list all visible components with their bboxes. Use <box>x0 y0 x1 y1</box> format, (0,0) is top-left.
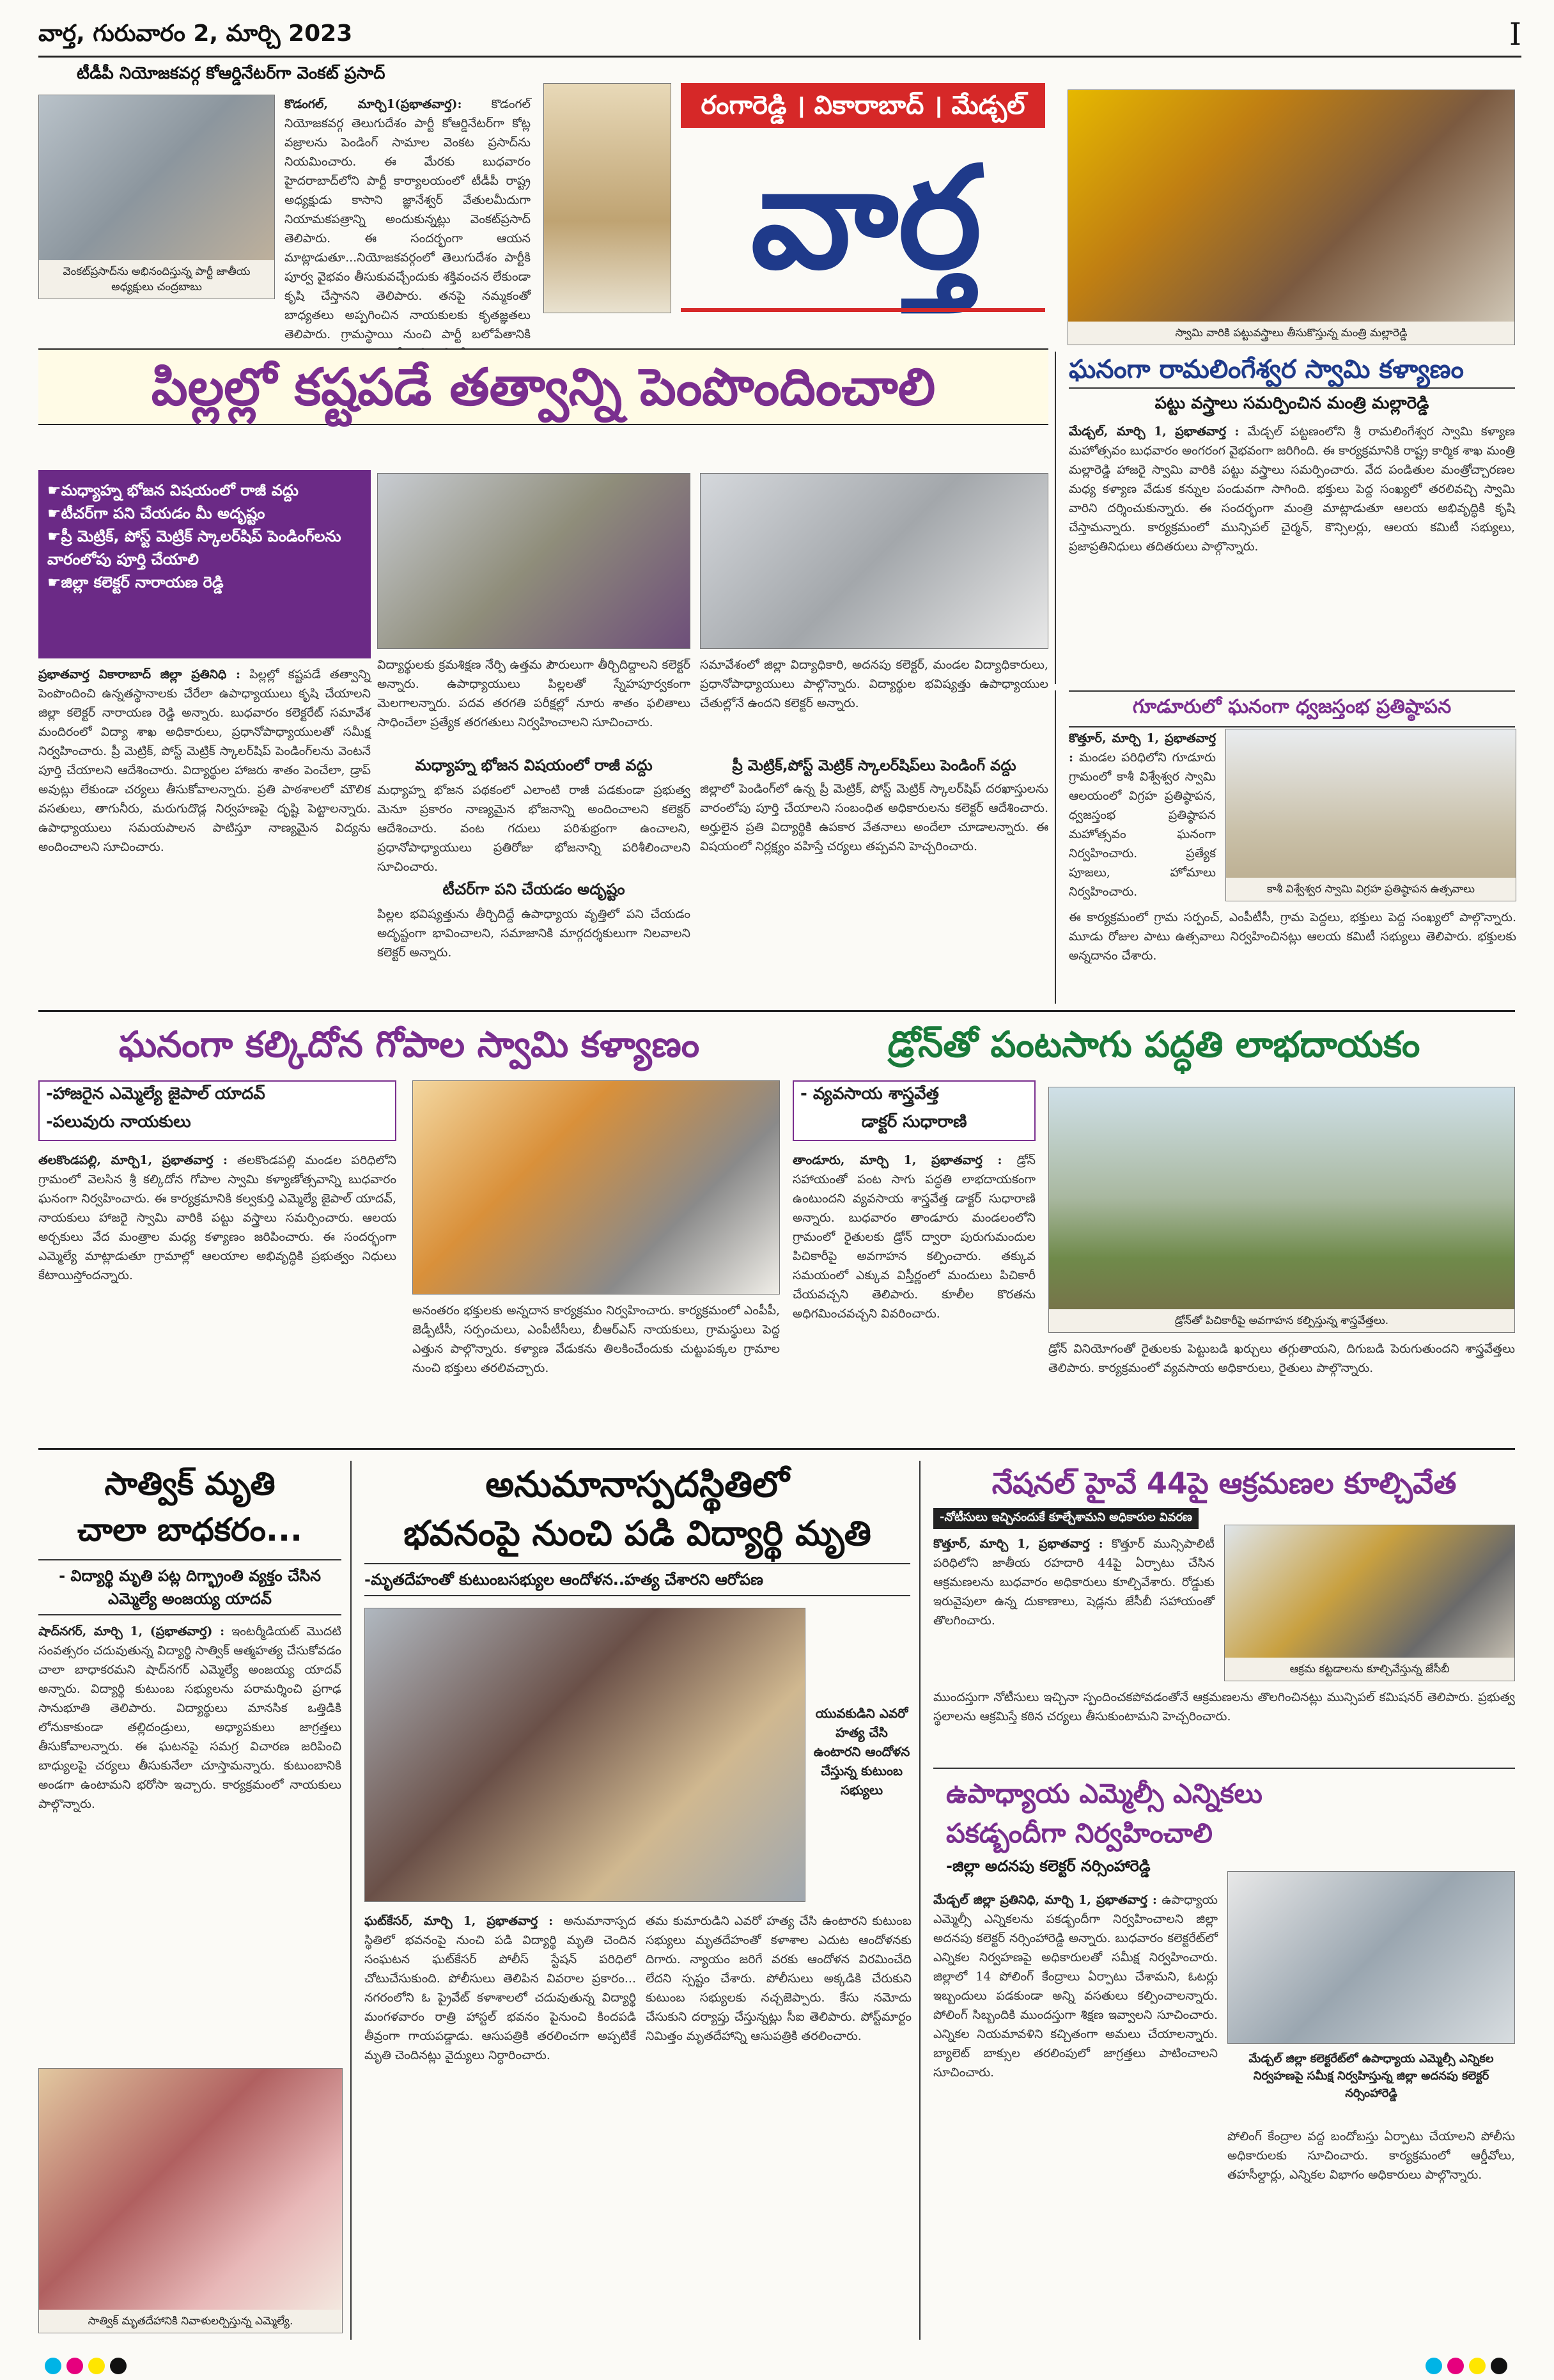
registration-dot <box>1426 2358 1442 2374</box>
mlc-body-left <box>933 1890 1218 2338</box>
tdp-headline: టీడీపీ నియోజకవర్గ కోఆర్డినేటర్‌గా వెంకట్ ప్రసాద్ <box>77 64 385 83</box>
lead-col3 <box>700 655 1048 988</box>
kalyanam-tag: -హాజరైన ఎమ్మెల్యే జైపాల్ యాదవ్ <box>46 1084 265 1103</box>
highway-story <box>933 1461 1515 1761</box>
page-number: I <box>1509 17 1521 52</box>
lead-col2 <box>377 655 690 988</box>
temple-body-text: మేడ్చల్ పట్టణంలోని శ్రీ రామలింగేశ్వర స్వామి కళ్యాణ మహోత్సవం బుధవారం అంగరంగ వైభవంగా జరిగింది. ఈ కార్యక్రమానికి రాష్ట్ర కార్మిక శాఖ మంత్రి మల్లారెడ్డి హాజరై స్వామి వారికి పట్టు వస్త్రాలు సమర్పించారు. వేద పండితుల మంత్రోచ్చారణల మధ్య కళ్యాణ వేడుక కన్నుల పండువగా సాగింది. భక్తులు పెద్ద సంఖ్యలో తరలివచ్చి స్వామి వారిని దర్శించుకున్నారు. ఈ సందర్భంగా మంత్రి మాట్లాడుతూ ఆలయ అభివృద్ధికి కృషి చేస్తామన్నారు. కార్యక్రమంలో మున్సిపల్ చైర్మన్, కౌన్సిలర్లు, ఆలయ కమిటీ సభ్యులు, ప్రజాప్రతినిధులు తదితరులు పాల్గొన్నారు. <box>1069 424 1516 554</box>
lead-headline: పిల్లల్లో కష్టపడే తత్వాన్ని పెంపొందించాలి <box>151 357 936 417</box>
drone-tag: - వ్యవసాయ శాస్త్రవేత్త <box>800 1084 939 1103</box>
drone-tag: డాక్టర్ సుధారాణి <box>861 1112 967 1132</box>
region-banner: రంగారెడ్డి । వికారాబాద్ । మేడ్చల్ <box>681 83 1045 128</box>
mlc-body-left-text: ఉపాధ్యాయ ఎమ్మెల్సీ ఎన్నికలను పకడ్బందీగా నిర్వహించాలని జిల్లా అదనపు కలెక్టర్ నర్సింహారెడ్డి అన్నారు. బుధవారం కలెక్టరేట్‌లో ఎన్నికల నిర్వహణపై అధికారులతో సమీక్ష నిర్వహించారు. జిల్లాలో 14 పోలింగ్ కేంద్రాలు ఏర్పాటు చేశామని, ఓటర్లు ఇబ్బందులు పడకుండా అన్ని వసతులు కల్పించాలన్నారు. పోలింగ్ సిబ్బందికి ముందస్తుగా శిక్షణ ఇవ్వాలని సూచించారు. ఎన్నికల నియమావళిని కచ్చితంగా అమలు చేయాలన్నారు. బ్యాలెట్ బాక్సుల తరలింపులో జాగ్రత్తలు పాటించాలని సూచించారు. <box>933 1893 1218 2080</box>
temple-logo-photo <box>543 83 671 313</box>
highway-headline: నేషనల్ హైవే 44పై ఆక్రమణల కూల్చివేత <box>991 1466 1457 1500</box>
death-body-left-text: అనుమానాస్పద స్థితిలో భవనంపై నుంచి పడి విద్యార్థి మృతి చెందిన సంఘటన ఘట్‌కేసర్ పోలీస్ స్టేషన్ పరిధిలో చోటుచేసుకుంది. పోలీసులు తెలిపిన వివరాల ప్రకారం... నగరంలోని ఓ ప్రైవేట్ కళాశాలలో చదువుతున్న విద్యార్థి మంగళవారం రాత్రి హాస్టల్ భవనం పైనుంచి కిందపడి తీవ్రంగా గాయపడ్డాడు. ఆసుపత్రికి తరలించగా అప్పటికే మృతి చెందినట్లు వైద్యులు నిర్ధారించారు. <box>364 1914 636 2062</box>
satwik-story <box>38 1461 352 2340</box>
flag-photo-caption: కాశీ విశ్వేశ్వర స్వామి విగ్రహ ప్రతిష్ఠాపన ఉత్సవాలు <box>1226 878 1516 901</box>
page-header <box>38 13 1521 58</box>
tdp-body-text: కొడంగల్ నియోజకవర్గ తెలుగుదేశం పార్టీ కోఆర్డినేటర్‌గా కోట్ల వజ్రాలను పెండింగ్ సామాల వెంకట ప్రసాద్‌ను నియమించారు. ఈ మేరకు బుధవారం హైదరాబాద్‌లోని పార్టీ కార్యాలయంలో టీడీపీ రాష్ట్ర అధ్యక్షుడు కాసాని జ్ఞానేశ్వర్ వేతులమీదుగా నియామకపత్రాన్ని అందుకున్నట్లు వెంకట్‌ప్రసాద్ తెలిపారు. ఈ సందర్భంగా ఆయన మాట్లాడుతూ...నియోజకవర్గంలో తెలుగుదేశం పార్టీకి పూర్వ వైభవం తీసుకువచ్చేందుకు శక్తివంచన లేకుండా కృషి చేస్తానని తెలిపారు. తనపై నమ్మకంతో బాధ్యతలు అప్పగించిన నాయకులకు కృతజ్ఞతలు తెలిపారు. గ్రామస్థాయి నుంచి పార్టీ బలోపేతానికి <box>284 97 531 341</box>
lead-sub3: ప్రీ మెట్రిక్,పోస్ట్ మెట్రిక్ స్కాలర్‌షిప్‌లు పెండింగ్ వద్దు <box>732 758 1016 774</box>
temple-story <box>1055 352 1515 684</box>
kalyanam-headline: ఘనంగా కల్కిదోన గోపాల స్వామి కళ్యాణం <box>118 1024 700 1066</box>
masthead-logo-block <box>543 83 1048 339</box>
satwik-body-text: ఇంటర్మీడియట్ మొదటి సంవత్సరం చదువుతున్న విద్యార్థి సాత్విక్ ఆత్మహత్య చేసుకోవడం చాలా బాధాకరమని షాద్‌నగర్ ఎమ్మెల్యే అంజయ్య యాదవ్ అన్నారు. విద్యార్థి కుటుంబ సభ్యులను పరామర్శించి ప్రగాఢ సానుభూతి తెలిపారు. విద్యార్థులు మానసిక ఒత్తిడికి లోనుకాకుండా తల్లిదండ్రులు, అధ్యాపకులు జాగ్రత్తలు తీసుకోవాలన్నారు. ఈ ఘటనపై సమగ్ర విచారణ జరిపించి బాధ్యులపై చర్యలు తీసుకునేలా చూస్తామన్నారు. కుటుంబానికి అండగా ఉంటామని భరోసా ఇచ్చారు. కార్యక్రమంలో నాయకులు పాల్గొన్నారు. <box>38 1624 342 1811</box>
drone-photo <box>1048 1087 1515 1333</box>
masthead-rule <box>681 308 1045 312</box>
death-body-left <box>364 1911 636 2337</box>
drone-tags <box>793 1080 1036 1141</box>
highlight-item: ☛ప్రీ మెట్రిక్, పోస్ట్ మెట్రిక్ స్కాలర్‌షిప్ పెండింగ్‌లను వారంలోపు పూర్తి చేయాలి <box>47 527 341 568</box>
kalyanam-body-left-text: తలకొండపల్లి మండల పరిధిలోని గ్రామంలో వెలసిన శ్రీ కల్కిదోన గోపాల స్వామి కళ్యాణోత్సవాన్ని బుధవారం ఘనంగా నిర్వహించారు. ఈ కార్యక్రమానికి కల్వకుర్తి ఎమ్మెల్యే జైపాల్ యాదవ్, నాయకులు హాజరై స్వామి వారికి పట్టు వస్త్రాలు సమర్పించారు. ఆలయ అర్చకులు వేద మంత్రాల మధ్య కళ్యాణం జరిపించారు. ఈ సందర్భంగా ఎమ్మెల్యే మాట్లాడుతూ గ్రామాల్లో ఆలయాల అభివృద్ధికి ప్రభుత్వం నిధులు కేటాయిస్తోందన్నారు. <box>38 1153 397 1282</box>
lead-sub1: మధ్యాహ్న భోజన విషయంలో రాజీ వద్దు <box>415 756 653 774</box>
drone-dateline: తాండూరు, మార్చి 1, ప్రభాతవార్త : <box>793 1153 1002 1167</box>
page-title: వార్త, గురువారం 2, మార్చి 2023 <box>38 20 353 47</box>
highway-subhead: -నోటీసులు ఇచ్చినందుకే కూల్చేశామని అధికారుల వివరణ <box>933 1508 1199 1529</box>
mlc-subhead: -జిల్లా అదనపు కలెక్టర్ నర్సింహారెడ్డి <box>946 1857 1151 1875</box>
temple-photo-caption: స్వామి వారికి పట్టువస్త్రాలు తీసుకొస్తున్న మంత్రి మల్లారెడ్డి <box>1068 322 1514 345</box>
death-story <box>364 1461 921 2340</box>
masthead-logo: వార్త <box>750 134 982 300</box>
kalyanam-story <box>38 1080 780 1438</box>
lead-col3-b: జిల్లాలో పెండింగ్‌లో ఉన్న ప్రీ మెట్రిక్, పోస్ట్ మెట్రిక్ స్కాలర్‌షిప్ దరఖాస్తులను వారంలోపు పూర్తి చేయాలని సంబంధిత అధికారులను కలెక్టర్ ఆదేశించారు. అర్హులైన ప్రతి విద్యార్థికి ఉపకార వేతనాలు అందేలా చూడాలన్నారు. ఈ విషయంలో నిర్లక్ష్యం వహిస్తే చర్యలు తప్పవని హెచ్చరించారు. <box>700 782 1048 853</box>
lead-col1 <box>38 665 371 984</box>
lead-col3-a: సమావేశంలో జిల్లా విద్యాధికారి, అదనపు కలెక్టర్, మండల విద్యాధికారులు, ప్రధానోపాధ్యాయులు పాల్గొన్నారు. విద్యార్థుల భవిష్యత్తు ఉపాధ్యాయుల చేతుల్లోనే ఉందని కలెక్టర్ అన్నారు. <box>700 658 1048 710</box>
flag-body-left-text: మండల పరిధిలోని గూడూరు గ్రామంలో కాశీ విశ్వేశ్వర స్వామి ఆలయంలో విగ్రహ ప్రతిష్ఠాపన, ధ్వజస్తంభ ప్రతిష్ఠాపన మహోత్సవం ఘనంగా నిర్వహించారు. ప్రత్యేక పూజలు, హోమాలు నిర్వహించారు. <box>1069 751 1216 899</box>
lead-dateline: ప్రభాతవార్త వికారాబాద్ జిల్లా ప్రతినిధి : <box>38 667 241 681</box>
satwik-subhead: - విద్యార్థి మృతి పట్ల దిగ్భ్రాంతి వ్యక్తం చేసిన ఎమ్మెల్యే అంజయ్య యాదవ్ <box>38 1559 341 1615</box>
satwik-headline-line: చాలా బాధకరం... <box>77 1511 302 1548</box>
highway-photo-caption: ఆక్రమ కట్టడాలను కూల్చివేస్తున్న జేసీబీ <box>1225 1658 1514 1681</box>
kalyanam-tags <box>38 1080 396 1141</box>
highlight-item: ☛టీచర్‌గా పని చేయడం మీ అదృష్టం <box>47 504 265 522</box>
death-side-caption: యువకుడిని ఎవరో హత్య చేసి ఉంటారని ఆందోళన చేస్తున్న కుటుంబ సభ్యులు <box>813 1706 910 1798</box>
mlc-headline: ఉపాధ్యాయ ఎమ్మెల్సీ ఎన్నికలు <box>946 1778 1263 1809</box>
satwik-photo-caption: సాత్విక్ మృతదేహానికి నివాళులర్పిస్తున్న ఎమ్మెల్యే. <box>39 2310 342 2333</box>
mlc-photo <box>1227 1871 1515 2044</box>
lead-col2-c: పిల్లల భవిష్యత్తును తీర్చిదిద్దే ఉపాధ్యాయ వృత్తిలో పని చేయడం అదృష్టంగా భావించాలని, సమాజానికి మార్గదర్శకులుగా నిలవాలని కలెక్టర్ అన్నారు. <box>377 907 690 960</box>
registration-dot <box>1491 2358 1507 2374</box>
highway-dateline: కొత్తూర్, మార్చి 1, ప్రభాతవార్త : <box>933 1537 1103 1551</box>
section-divider <box>38 1448 1515 1450</box>
flag-body-left <box>1069 729 1216 901</box>
flag-body-bottom: ఈ కార్యక్రమంలో గ్రామ సర్పంచ్, ఎంపీటీసీ, గ్రామ పెద్దలు, భక్తులు పెద్ద సంఖ్యలో పాల్గొన్నారు. మూడు రోజుల పాటు ఉత్సవాలు నిర్వహించినట్లు ఆలయ కమిటీ సభ్యులు తెలిపారు. భక్తులకు అన్నదానం చేశారు. <box>1069 910 1516 963</box>
death-subhead: -మృతదేహంతో కుటుంబసభ్యుల ఆందోళన..హత్య చేశారని ఆరోపణ <box>364 1563 910 1596</box>
registration-dot <box>88 2358 105 2374</box>
satwik-body <box>38 1622 341 2108</box>
tdp-dateline: కొడంగల్, మార్చి1(ప్రభాతవార్త): <box>284 97 462 111</box>
kalyanam-tag: -పలువురు నాయకులు <box>46 1112 191 1132</box>
registration-dot <box>110 2358 127 2374</box>
satwik-headline-line: సాత్విక్ మృతి <box>104 1465 276 1502</box>
death-headline-line: అనుమానాస్పదస్థితిలో <box>485 1464 789 1505</box>
section-divider <box>38 1010 1515 1012</box>
flag-dateline: కొత్తూర్, మార్చి 1, ప్రభాతవార్త : <box>1069 731 1216 765</box>
highway-body-left <box>933 1534 1215 1681</box>
drone-body-left-text: డ్రోన్ సహాయంతో పంట సాగు పద్ధతి లాభదాయకంగా ఉంటుందని వ్యవసాయ శాస్త్రవేత్త డాక్టర్ సుధారాణి అన్నారు. బుధవారం తాండూరు మండలంలోని గ్రామంలో రైతులకు డ్రోన్ ద్వారా పురుగుమందుల పిచికారీపై అవగాహన కల్పించారు. తక్కువ సమయంలో ఎక్కువ విస్తీర్ణంలో మందులు పిచికారీ చేయవచ్చని తెలిపారు. కూలీల కొరతను అధిగమించవచ్చని వివరించారు. <box>793 1153 1036 1321</box>
drone-story <box>793 1080 1515 1438</box>
tdp-story <box>38 64 531 341</box>
kalyanam-photo <box>412 1080 780 1295</box>
death-headline-line: భవనంపై నుంచి పడి విద్యార్థి మృతి <box>403 1513 871 1553</box>
death-dateline: ఘట్‌కేసర్, మార్చి 1, ప్రభాతవార్త : <box>364 1914 554 1928</box>
tdp-photo <box>38 95 275 299</box>
flag-photo <box>1225 729 1516 901</box>
drone-headline: డ్రోన్‌తో పంటసాగు పద్ధతి లాభదాయకం <box>887 1024 1420 1066</box>
highway-photo <box>1224 1525 1515 1681</box>
lead-col2-a: విద్యార్థులకు క్రమశిక్షణ నేర్పి ఉత్తమ పౌరులుగా తీర్చిదిద్దాలని కలెక్టర్ అన్నారు. ఉపాధ్యాయులు పిల్లలతో స్నేహపూర్వకంగా మెలగాలన్నారు. పదవ తరగతి పరీక్షల్లో నూరు శాతం ఫలితాలు సాధించేలా ప్రత్యేక తరగతులు నిర్వహించాలని సూచించారు. <box>377 658 690 729</box>
satwik-photo <box>38 2068 343 2333</box>
flag-headline: గూడూరులో ఘనంగా ధ్వజస్తంభ ప్రతిష్ఠాపన <box>1069 690 1515 727</box>
mlc-dateline: మేడ్చల్ జిల్లా ప్రతినిధి, మార్చి 1, ప్రభాతవార్త : <box>933 1893 1157 1907</box>
highway-body-left-text: కొత్తూర్ మున్సిపాలిటీ పరిధిలోని జాతీయ రహదారి 44పై ఏర్పాటు చేసిన ఆక్రమణలను బుధవారం అధికారులు కూల్చివేశారు. రోడ్డుకు ఇరువైపులా ఉన్న దుకాణాలు, షెడ్లను జేసీబీ సహాయంతో తొలగించారు. <box>933 1537 1215 1628</box>
registration-dot <box>45 2358 61 2374</box>
kalyanam-dateline: తలకొండపల్లి, మార్చి1, ప్రభాతవార్త : <box>38 1153 228 1167</box>
highway-body-bottom: ముందస్తుగా నోటీసులు ఇచ్చినా స్పందించకపోవడంతోనే ఆక్రమణలను తొలగించినట్లు మున్సిపల్ కమిషనర్ తెలిపారు. ప్రభుత్వ స్థలాలను ఆక్రమిస్తే కఠిన చర్యలు తీసుకుంటామని హెచ్చరించారు. <box>933 1690 1515 1723</box>
kalyanam-body-right: అనంతరం భక్తులకు అన్నదాన కార్యక్రమం నిర్వహించారు. కార్యక్రమంలో ఎంపీపీ, జెడ్పీటీసీ, సర్పంచులు, ఎంపీటీసీలు, బీఆర్ఎస్ నాయకులు, గ్రామస్థులు పెద్ద ఎత్తున పాల్గొన్నారు. కళ్యాణ వేడుకను తిలకించేందుకు చుట్టుపక్కల గ్రామాల నుంచి భక్తులు తరలివచ్చారు. <box>412 1303 780 1375</box>
drone-body-left <box>793 1151 1036 1435</box>
lead-highlights <box>38 470 371 658</box>
mlc-headline2: పకడ్బందీగా నిర్వహించాలి <box>946 1817 1213 1849</box>
temple-body <box>1069 422 1515 671</box>
drone-photo-caption: డ్రోన్‌తో పిచికారీపై అవగాహన కల్పిస్తున్న శాస్త్రవేత్తలు. <box>1049 1309 1514 1332</box>
temple-dateline: మేడ్చల్, మార్చి 1, ప్రభాతవార్త : <box>1069 424 1239 439</box>
tdp-photo-caption: వెంకట్‌ప్రసాద్‌ను అభినందిస్తున్న పార్టీ జాతీయ అధ్యక్షులు చంద్రబాబు <box>39 260 274 299</box>
mlc-story <box>933 1768 1515 2340</box>
death-body-right: తమ కుమారుడిని ఎవరో హత్య చేసి ఉంటారని కుటుంబ సభ్యులు మృతదేహంతో కళాశాల ఎదుట ఆందోళనకు దిగారు. న్యాయం జరిగే వరకు ఆందోళన విరమించేది లేదని స్పష్టం చేశారు. పోలీసులు అక్కడికి చేరుకుని కుటుంబ సభ్యులకు నచ్చజెప్పారు. కేసు నమోదు చేసుకుని దర్యాప్తు చేస్తున్నట్లు సీఐ తెలిపారు. పోస్ట్‌మార్టం నిమిత్తం మృతదేహాన్ని ఆసుపత్రికి తరలించారు. <box>646 1914 912 2043</box>
highlight-item: ☛జిల్లా కలెక్టర్ నారాయణ రెడ్డి <box>47 573 224 591</box>
temple-headline: ఘనంగా రామలింగేశ్వర స్వామి కళ్యాణం <box>1069 352 1515 389</box>
lead-headline-box <box>38 348 1048 425</box>
mlc-body-right: పోలింగ్ కేంద్రాల వద్ద బందోబస్తు ఏర్పాటు చేయాలని పోలీసు అధికారులకు సూచించారు. కార్యక్రమంలో ఆర్డీవోలు, తహసీల్దార్లు, ఎన్నికల విభాగం అధికారులు పాల్గొన్నారు. <box>1227 2129 1515 2182</box>
lead-photo-2 <box>700 473 1048 649</box>
lead-photo-1 <box>377 473 690 649</box>
lead-col1-text: పిల్లల్లో కష్టపడే తత్వాన్ని పెంపొందించి ఉన్నతస్థానాలకు చేరేలా ఉపాధ్యాయులు కృషి చేయాలని జిల్లా కలెక్టర్ నారాయణ రెడ్డి అన్నారు. బుధవారం కలెక్టరేట్ సమావేశ మందిరంలో విద్యా శాఖ అధికారులు, ప్రధానోపాధ్యాయులతో సమీక్ష నిర్వహించారు. ప్రీ మెట్రిక్, పోస్ట్ మెట్రిక్ స్కాలర్‌షిప్ పెండింగ్‌లను వెంటనే పూర్తి చేయాలని ఆదేశించారు. విద్యార్థుల హాజరు శాతం పెంచేలా, డ్రాప్ అవుట్లు లేకుండా చర్యలు తీసుకోవాలన్నారు. ప్రతి పాఠశాలలో మౌలిక వసతులు, తాగునీరు, మరుగుదొడ్ల నిర్వహణపై దృష్టి పెట్టాలన్నారు. ఉపాధ్యాయులు సమయపాలన పాటిస్తూ నాణ్యమైన విద్యను అందించాలని సూచించారు. <box>38 667 371 854</box>
death-photo <box>364 1608 805 1902</box>
registration-dot <box>66 2358 83 2374</box>
temple-subhead: పట్టు వస్త్రాలు సమర్పించిన మంత్రి మల్లారెడ్డి <box>1154 394 1429 413</box>
mlc-photo-caption: మేడ్చల్ జిల్లా కలెక్టరేట్‌లో ఉపాధ్యాయ ఎమ్మెల్సీ ఎన్నికల నిర్వహణపై సమీక్ష నిర్వహిస్తున్న జిల్లా అదనపు కలెక్టర్ నర్సింహారెడ్డి <box>1248 2052 1494 2100</box>
drone-body-bottom: డ్రోన్ వినియోగంతో రైతులకు పెట్టుబడి ఖర్చులు తగ్గుతాయని, దిగుబడి పెరుగుతుందని శాస్త్రవేత్తలు తెలిపారు. కార్యక్రమంలో వ్యవసాయ అధికారులు, రైతులు పాల్గొన్నారు. <box>1048 1342 1515 1375</box>
lead-col2-b: మధ్యాహ్న భోజన పథకంలో ఎలాంటి రాజీ పడకుండా ప్రభుత్వ మెనూ ప్రకారం నాణ్యమైన భోజనాన్ని అందించాలని కలెక్టర్ ఆదేశించారు. వంట గదులు పరిశుభ్రంగా ఉంచాలని, ప్రధానోపాధ్యాయులు ప్రతిరోజు భోజనాన్ని పరిశీలించాలని సూచించారు. <box>377 783 690 874</box>
satwik-dateline: షాద్‌నగర్, మార్చి 1, (ప్రభాతవార్త) : <box>38 1624 225 1638</box>
highlight-item: ☛మధ్యాహ్న భోజన విషయంలో రాజీ వద్దు <box>47 481 299 499</box>
registration-dot <box>1469 2358 1486 2374</box>
lead-sub2: టీచర్‌గా పని చేయడం అదృష్టం <box>442 880 625 898</box>
registration-dot <box>1447 2358 1464 2374</box>
flag-story <box>1055 690 1515 1004</box>
kalyanam-body-left <box>38 1151 396 1435</box>
tdp-body <box>284 95 531 341</box>
temple-photo <box>1068 89 1515 345</box>
